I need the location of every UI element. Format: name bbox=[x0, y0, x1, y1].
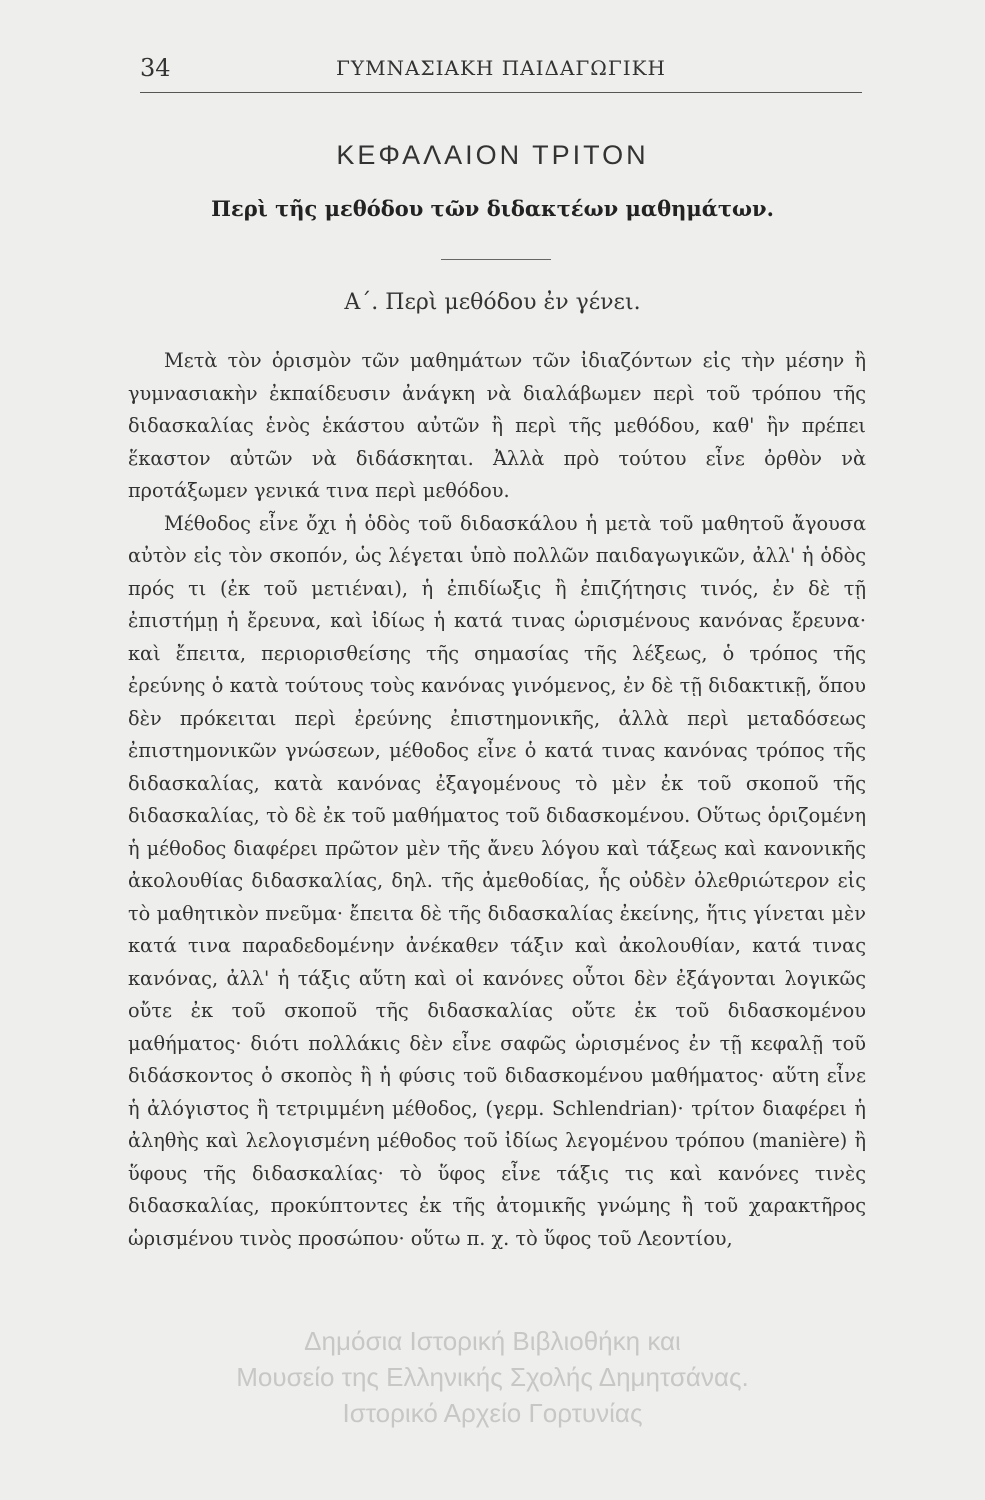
library-watermark bbox=[0, 1323, 985, 1431]
chapter-subtitle: Περὶ τῆς μεθόδου τῶν διδακτέων μαθημάτων. bbox=[211, 196, 774, 221]
watermark-line: Μουσείο της Ελληνικής Σχολής Δημητσάνας. bbox=[236, 1362, 749, 1392]
watermark-line: Ιστορικό Αρχείο Γορτυνίας bbox=[342, 1398, 643, 1428]
body-text bbox=[128, 345, 866, 1255]
paragraph: Μέθοδος εἶνε ὄχι ἡ ὁδὸς τοῦ διδασκάλου ἡ μετὰ τοῦ μαθητοῦ ἄγουσα αὐτὸν εἰς τὸν σκοπόν, ὡς λέγεται ὑπὸ πολλῶν παιδαγωγικῶν, ἀλλ' ἡ ὁδὸς πρός τι (ἐκ τοῦ μετιέναι), ἡ ἐπιδίωξις ἢ ἐπιζήτησις τινός, ἐν δὲ τῇ ἐπιστήμῃ ἡ ἔρευνα, καὶ ἰδίως ἡ κατά τινας ὡρισμένους κανόνας ἔρευνα· καὶ ἔπειτα, περιορισθείσης τῆς σημασίας τῆς λέξεως, ὁ τρόπος τῆς ἐρεύνης ὁ κατὰ τούτους τοὺς κανόνας γινόμενος, ἐν δὲ τῇ διδακτικῇ, ὅπου δὲν πρόκειται περὶ ἐρεύνης ἐπιστημονικῆς, ἀλλὰ περὶ μεταδόσεως ἐπιστημονικῶν γνώσεων, μέθοδος εἶνε ὁ κατά τινας κανόνας τρόπος τῆς διδασκαλίας, κατὰ κανόνας ἐξαγομένους τὸ μὲν ἐκ τοῦ σκοποῦ τῆς διδασκαλίας, τὸ δὲ ἐκ τοῦ μαθήματος τοῦ διδασκομένου. Οὕτως ὁριζομένη ἡ μέθοδος διαφέρει πρῶτον μὲν τῆς ἄνευ λόγου καὶ τάξεως καὶ κανονικῆς ἀκολουθίας διδασκαλίας, δηλ. τῆς ἀμεθοδίας, ἧς οὐδὲν ὀλεθριώτερον εἰς τὸ μαθητικὸν πνεῦμα· ἔπειτα δὲ τῆς διδασκαλίας ἐκείνης, ἥτις γίνεται μὲν κατά τινα παραδεδομένην ἀνέκαθεν τάξιν καὶ ἀκολουθίαν, κατά τινας κανόνας, ἀλλ' ἡ τάξις αὕτη καὶ οἱ κανόνες οὗτοι δὲν ἐξάγονται λογικῶς οὔτε ἐκ τοῦ σκοποῦ τῆς διδασκαλίας οὔτε ἐκ τοῦ διδασκομένου μαθήματος· διότι πολλάκις δὲν εἶνε σαφῶς ὡρισμένος ἐν τῇ κεφαλῇ τοῦ διδάσκοντος ὁ σκοπὸς ἢ ἡ φύσις τοῦ διδασκομένου μαθήματος· αὕτη εἶνε ἡ ἀλόγιστος ἢ τετριμμένη μέθοδος, (γερμ. Schlendrian)· τρίτον διαφέρει ἡ ἀληθὴς καὶ λελογισμένη μέθοδος τοῦ ἰδίως λεγομένου τρόπου (manière) ἢ ὕφους τῆς διδασκαλίας· τὸ ὕφος εἶνε τάξις τις καὶ κανόνες τινὲς διδασκαλίας, προκύπτοντες ἐκ τῆς ἀτομικῆς γνώμης ἢ τοῦ χαρακτῆρος ὡρισμένου τινὸς προσώπου· οὕτω π. χ. τὸ ὕφος τοῦ Λεοντίου, bbox=[128, 511, 866, 1250]
watermark-line: Δημόσια Ιστορική Βιβλιοθήκη και bbox=[304, 1326, 681, 1356]
running-title: ΓΥΜΝΑΣΙΑΚΗ ΠΑΙΔΑΓΩΓΙΚΗ bbox=[335, 56, 667, 80]
page-number: 34 bbox=[140, 54, 171, 82]
chapter-title: ΚΕΦΑΛΑΙΟΝ ΤΡΙΤΟΝ bbox=[336, 140, 649, 170]
paragraph: Μετὰ τὸν ὁρισμὸν τῶν μαθημάτων τῶν ἰδιαζόντων εἰς τὴν μέσην ἢ γυμνασιακὴν ἐκπαίδευσιν ἀνάγκη νὰ διαλάβωμεν περὶ τοῦ τρόπου τῆς διδασκαλίας ἑνὸς ἑκάστου αὐτῶν ἢ περὶ τῆς μεθόδου, καθ' ἣν πρέπει ἕκαστον αὐτῶν νὰ διδάσκηται. Ἀλλὰ πρὸ τούτου εἶνε ὀρθὸν νὰ προτάξωμεν γενικά τινα περὶ μεθόδου. bbox=[128, 349, 866, 502]
page-header bbox=[140, 46, 862, 93]
divider-rule bbox=[441, 259, 551, 260]
section-heading: Α΄. Περὶ μεθόδου ἐν γένει. bbox=[344, 290, 641, 315]
